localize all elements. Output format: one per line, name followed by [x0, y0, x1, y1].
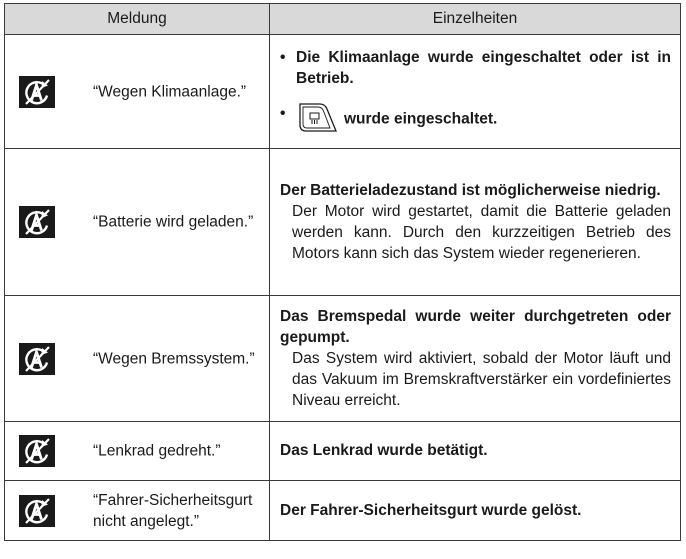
message-cell — [5, 481, 270, 541]
details-cell — [270, 481, 681, 541]
message-text: “Fahrer-Sicherheitsgurt nicht angelegt.” — [93, 491, 253, 530]
details-text: Das System wird aktiviert, sobald der Motor läuft und das Vakuum im Bremskraftverstärker ein vordefiniertes Niveau erreicht. — [292, 349, 671, 409]
message-cell — [5, 35, 270, 149]
details-cell — [270, 149, 681, 296]
stop-start-indicator-icon — [19, 435, 55, 467]
stop-start-indicator-icon — [19, 343, 55, 375]
stop-start-indicator-icon — [19, 495, 55, 527]
details-heading: Der Fahrer-Sicherheitsgurt wurde gelöst. — [280, 501, 582, 519]
details-heading: Das Bremspedal wurde weiter durchgetreten oder gepumpt. — [280, 307, 671, 346]
table-row — [5, 149, 681, 296]
message-cell — [5, 149, 270, 296]
table-header-row — [5, 4, 681, 35]
bullet-dot: • — [280, 48, 286, 66]
stop-start-indicator-icon — [19, 206, 55, 238]
details-cell — [270, 35, 681, 149]
details-heading: Das Lenkrad wurde betätigt. — [280, 442, 488, 459]
bullet-dot: • — [280, 104, 286, 122]
list-item — [280, 103, 671, 136]
header-einzelheiten: Einzelheiten — [270, 4, 681, 35]
details-bullet-text: wurde eingeschaltet. — [344, 110, 498, 128]
message-text: “Batterie wird geladen.” — [93, 213, 254, 231]
table-row — [5, 422, 681, 481]
list-item — [280, 47, 671, 89]
details-cell — [270, 296, 681, 422]
header-meldung: Meldung — [5, 4, 270, 35]
message-text: “Wegen Klimaanlage.” — [93, 83, 247, 100]
details-bullet-text: Die Klimaanlage wurde eingeschaltet oder ist in Betrieb. — [296, 48, 671, 87]
details-cell — [270, 422, 681, 481]
message-text: “Lenkrad gedreht.” — [93, 442, 221, 460]
stop-start-indicator-icon — [19, 76, 55, 108]
details-text: Der Motor wird gestartet, damit die Batterie geladen werden kann. Durch den kurzzeitigen Betrieb des Motors kann sich das System wieder regenerieren. — [292, 202, 671, 262]
message-text: “Wegen Bremssystem.” — [93, 350, 255, 367]
message-cell — [5, 422, 270, 481]
rear-defogger-switch-icon — [296, 100, 340, 136]
details-heading: Der Batterieladezustand ist möglicherweise niedrig. — [280, 181, 661, 199]
details-bullet-list — [280, 47, 671, 136]
message-table — [4, 3, 681, 541]
table-row — [5, 35, 681, 149]
table-row — [5, 481, 681, 541]
table-row — [5, 296, 681, 422]
message-cell — [5, 296, 270, 422]
